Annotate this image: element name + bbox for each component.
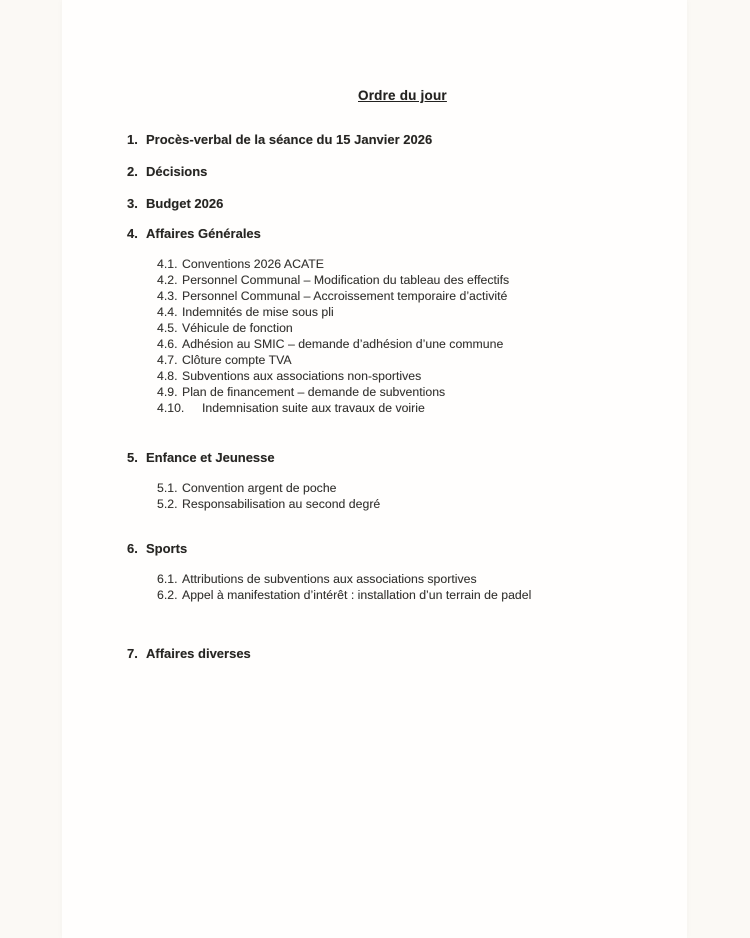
agenda-item-row	[62, 384, 687, 400]
section-heading-row	[62, 450, 687, 466]
section-title: Procès-verbal de la séance du 15 Janvier 2026	[146, 132, 433, 147]
section-subitems	[62, 571, 687, 603]
section-number: 2.	[127, 164, 138, 179]
item-number: 4.9.	[157, 385, 178, 399]
section-heading-row	[62, 646, 687, 662]
section-heading-row	[62, 164, 687, 180]
agenda-item-row	[62, 272, 687, 288]
agenda-section	[62, 646, 687, 662]
item-label: Appel à manifestation d’intérêt : installation d’un terrain de padel	[182, 588, 532, 602]
section-title: Décisions	[146, 164, 208, 179]
section-number: 4.	[127, 226, 138, 241]
item-number: 4.2.	[157, 273, 178, 287]
section-subitems	[62, 480, 687, 512]
item-label: Personnel Communal – Accroissement temporaire d’activité	[182, 289, 508, 303]
item-label: Personnel Communal – Modification du tableau des effectifs	[182, 273, 510, 287]
agenda-item-row	[62, 336, 687, 352]
item-label: Attributions de subventions aux associations sportives	[182, 572, 477, 586]
section-title: Enfance et Jeunesse	[146, 450, 275, 465]
item-number: 4.8.	[157, 369, 178, 383]
agenda-item-row	[62, 368, 687, 384]
item-label: Subventions aux associations non-sportives	[182, 369, 422, 383]
item-number: 6.1.	[157, 572, 178, 586]
agenda-item-row	[62, 288, 687, 304]
agenda-item-row	[62, 320, 687, 336]
section-title: Sports	[146, 541, 188, 556]
section-subitems	[62, 256, 687, 416]
item-label: Véhicule de fonction	[182, 321, 293, 335]
item-number: 5.1.	[157, 481, 178, 495]
item-label: Indemnisation suite aux travaux de voirie	[202, 401, 425, 415]
agenda-item-row	[62, 352, 687, 368]
agenda-section	[62, 226, 687, 416]
section-heading-row	[62, 132, 687, 148]
item-label: Conventions 2026 ACATE	[182, 257, 324, 271]
section-number: 1.	[127, 132, 138, 147]
section-number: 5.	[127, 450, 138, 465]
item-number: 4.10.	[157, 401, 185, 415]
item-number: 6.2.	[157, 588, 178, 602]
agenda-item-row	[62, 587, 687, 603]
item-number: 4.6.	[157, 337, 178, 351]
item-label: Adhésion au SMIC – demande d’adhésion d’une commune	[182, 337, 504, 351]
section-title: Affaires diverses	[146, 646, 251, 661]
item-number: 4.1.	[157, 257, 178, 271]
agenda-section	[62, 132, 687, 148]
agenda-section	[62, 541, 687, 603]
agenda-section	[62, 164, 687, 180]
agenda-section	[62, 196, 687, 212]
section-heading-row	[62, 226, 687, 242]
item-label: Plan de financement – demande de subventions	[182, 385, 446, 399]
item-number: 4.4.	[157, 305, 178, 319]
item-label: Responsabilisation au second degré	[182, 497, 381, 511]
section-number: 6.	[127, 541, 138, 556]
item-label: Convention argent de poche	[182, 481, 337, 495]
agenda-item-row	[62, 304, 687, 320]
section-title: Budget 2026	[146, 196, 224, 211]
item-number: 4.3.	[157, 289, 178, 303]
item-number: 5.2.	[157, 497, 178, 511]
section-number: 7.	[127, 646, 138, 661]
agenda-sections	[62, 0, 687, 938]
section-title: Affaires Générales	[146, 226, 261, 241]
item-label: Indemnités de mise sous pli	[182, 305, 334, 319]
section-heading-row	[62, 541, 687, 557]
section-heading-row	[62, 196, 687, 212]
agenda-item-row	[62, 400, 687, 416]
agenda-section	[62, 450, 687, 512]
agenda-item-row	[62, 256, 687, 272]
item-number: 4.7.	[157, 353, 178, 367]
document-page	[62, 0, 687, 938]
page-title: Ordre du jour	[358, 88, 447, 103]
agenda-item-row	[62, 480, 687, 496]
agenda-item-row	[62, 496, 687, 512]
agenda-item-row	[62, 571, 687, 587]
section-number: 3.	[127, 196, 138, 211]
item-label: Clôture compte TVA	[182, 353, 292, 367]
item-number: 4.5.	[157, 321, 178, 335]
